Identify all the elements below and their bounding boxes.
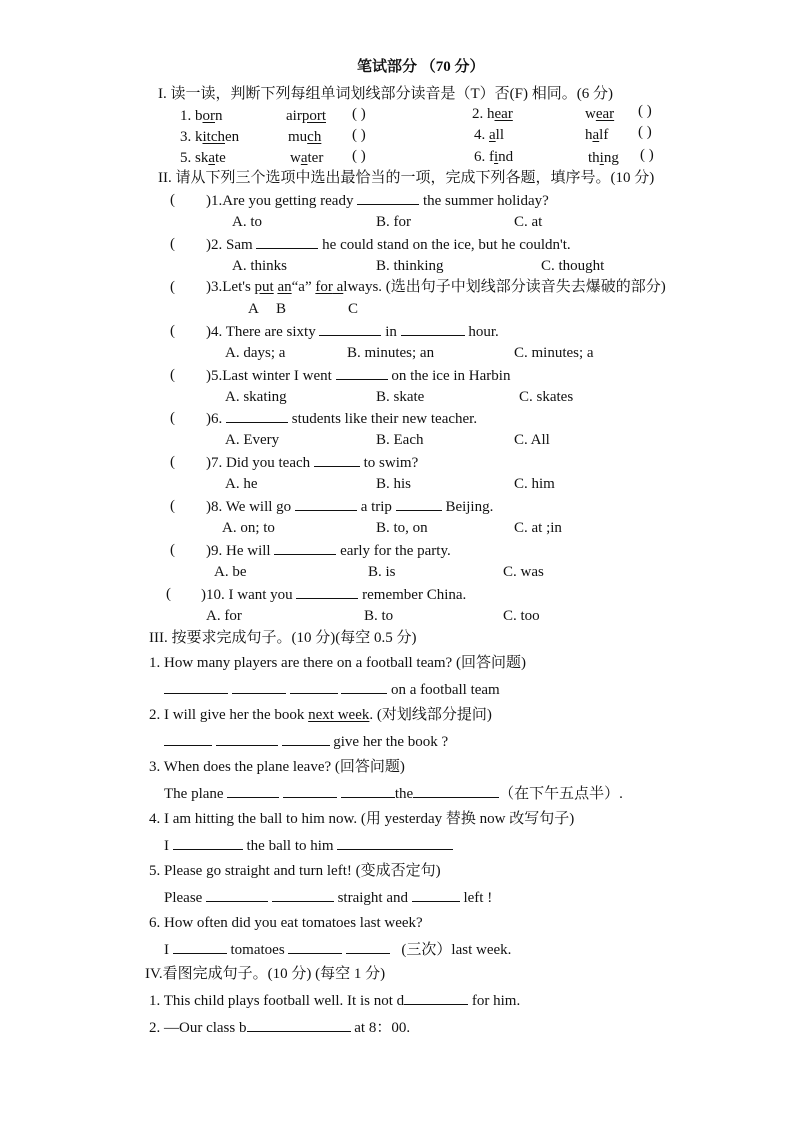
answer-line: give her the book ? — [164, 731, 448, 752]
option-b: B. to — [364, 608, 394, 624]
option-c: C. too — [503, 608, 540, 624]
question-prompt: 6. How often did you eat tomatoes last week? — [149, 915, 423, 931]
option-a: A. for — [206, 608, 242, 624]
section-4-heading: IV.看图完成句子。(10 分) (每空 1 分) — [145, 966, 386, 982]
list-item: 4. all — [474, 127, 505, 143]
list-item: 6. find — [474, 149, 514, 165]
blank[interactable] — [173, 939, 227, 954]
blank[interactable] — [226, 408, 288, 423]
option-b: B — [276, 301, 287, 317]
list-item: water — [290, 150, 324, 166]
answer-paren-open[interactable]: ( — [170, 542, 175, 558]
question-prompt: 3. When does the plane leave? (回答问题) — [149, 759, 405, 775]
option-b: B. is — [368, 564, 396, 580]
list-item: airport — [286, 108, 326, 124]
option-c: C. thought — [541, 258, 605, 274]
blank[interactable] — [357, 190, 419, 205]
option-c: C — [348, 301, 359, 317]
question-prompt: 2. I will give her the book next week. (对划线部分提问) — [149, 707, 492, 723]
option-c: C. skates — [519, 389, 574, 405]
option-b: B. his — [376, 476, 412, 492]
answer-line: I tomatoes (三次）last week. — [164, 939, 511, 960]
option-a: A. be — [214, 564, 247, 580]
list-item: thing — [588, 150, 619, 166]
section-3-heading: III. 按要求完成句子。(10 分)(每空 0.5 分) — [149, 630, 417, 646]
blank[interactable] — [404, 990, 468, 1005]
question-9: )9. He will early for the party. — [206, 540, 451, 561]
blank[interactable] — [319, 321, 381, 336]
question-prompt: 5. Please go straight and turn left! (变成否定句) — [149, 863, 441, 879]
answer-line: Please straight and left ! — [164, 887, 492, 908]
list-item: 2. hear — [472, 106, 513, 122]
blank[interactable] — [282, 731, 330, 746]
blank[interactable] — [401, 321, 465, 336]
question-6: )6. students like their new teacher. — [206, 408, 477, 429]
question-3: )3.Let's put an“a” for always. (选出句子中划线部分读音失去爆破的部分) — [206, 279, 666, 295]
answer-paren-open[interactable]: ( — [170, 498, 175, 514]
option-c: C. at ;in — [514, 520, 562, 536]
list-item: 3. kitchen — [180, 129, 240, 145]
question-1: 1. This child plays football well. It is not d for him. — [149, 990, 520, 1011]
answer-paren[interactable]: ( ) — [640, 147, 654, 163]
blank[interactable] — [296, 584, 358, 599]
option-c: C. him — [514, 476, 555, 492]
blank[interactable] — [227, 783, 279, 798]
answer-paren-open[interactable]: ( — [170, 236, 175, 252]
page-title: 笔试部分 （70 分） — [357, 59, 485, 75]
answer-paren[interactable]: ( ) — [638, 124, 652, 140]
option-c: C. at — [514, 214, 543, 230]
list-item: wear — [585, 106, 615, 122]
option-b: B. Each — [376, 432, 424, 448]
blank[interactable] — [290, 679, 338, 694]
blank[interactable] — [314, 452, 360, 467]
option-a: A — [248, 301, 259, 317]
answer-line: on a football team — [164, 679, 500, 700]
list-item: much — [288, 129, 322, 145]
answer-line: I the ball to him — [164, 835, 453, 856]
option-b: B. skate — [376, 389, 425, 405]
blank[interactable] — [164, 679, 228, 694]
blank[interactable] — [288, 939, 342, 954]
option-b: B. for — [376, 214, 411, 230]
blank[interactable] — [336, 365, 388, 380]
answer-paren[interactable]: ( ) — [638, 103, 652, 119]
question-7: )7. Did you teach to swim? — [206, 452, 418, 473]
list-item: 5. skate — [180, 150, 226, 166]
blank[interactable] — [216, 731, 278, 746]
option-b: B. thinking — [376, 258, 444, 274]
answer-paren[interactable]: ( ) — [352, 106, 366, 122]
question-prompt: 1. How many players are there on a football team? (回答问题) — [149, 655, 526, 671]
blank[interactable] — [412, 887, 460, 902]
blank[interactable] — [346, 939, 390, 954]
blank[interactable] — [247, 1017, 351, 1032]
question-1: )1.Are you getting ready the summer holiday? — [206, 190, 549, 211]
answer-paren-open[interactable]: ( — [170, 192, 175, 208]
option-b: B. to, on — [376, 520, 428, 536]
blank[interactable] — [283, 783, 337, 798]
answer-paren-open[interactable]: ( — [170, 410, 175, 426]
question-prompt: 4. I am hitting the ball to him now. (用 yesterday 替换 now 改写句子) — [149, 811, 575, 827]
list-item: 1. born — [180, 108, 223, 124]
blank[interactable] — [164, 731, 212, 746]
section-2-heading: II. 请从下列三个选项中选出最恰当的一项，完成下列各题，填序号。(10 分) — [158, 170, 655, 186]
blank[interactable] — [396, 496, 442, 511]
blank[interactable] — [337, 835, 453, 850]
answer-line: The plane the （在下午五点半）. — [164, 783, 623, 804]
question-5: )5.Last winter I went on the ice in Harbin — [206, 365, 510, 386]
question-4: )4. There are sixty in hour. — [206, 321, 499, 342]
section-1-heading: I. 读一读，判断下列每组单词划线部分读音是（T）否(F) 相同。(6 分) — [158, 86, 613, 102]
option-a: A. Every — [225, 432, 280, 448]
answer-paren-open[interactable]: ( — [166, 586, 171, 602]
option-a: A. days; a — [225, 345, 286, 361]
blank[interactable] — [341, 783, 395, 798]
question-2: )2. Sam he could stand on the ice, but he couldn't. — [206, 234, 571, 255]
question-2: 2. —Our class b at 8：00. — [149, 1017, 410, 1038]
blank[interactable] — [341, 679, 387, 694]
option-c: C. was — [503, 564, 544, 580]
blank[interactable] — [413, 783, 499, 798]
option-a: A. skating — [225, 389, 287, 405]
answer-paren-open[interactable]: ( — [170, 367, 175, 383]
option-b: B. minutes; an — [347, 345, 435, 361]
answer-paren-open[interactable]: ( — [170, 323, 175, 339]
blank[interactable] — [232, 679, 286, 694]
blank[interactable] — [206, 887, 268, 902]
question-8: )8. We will go a trip Beijing. — [206, 496, 493, 517]
list-item: half — [585, 127, 609, 143]
option-c: C. All — [514, 432, 550, 448]
answer-paren-open[interactable]: ( — [170, 454, 175, 470]
question-10: )10. I want you remember China. — [201, 584, 466, 605]
answer-paren[interactable]: ( ) — [352, 148, 366, 164]
blank[interactable] — [295, 496, 357, 511]
blank[interactable] — [173, 835, 243, 850]
option-c: C. minutes; a — [514, 345, 594, 361]
blank[interactable] — [274, 540, 336, 555]
option-a: A. he — [225, 476, 258, 492]
option-a: A. thinks — [232, 258, 288, 274]
blank[interactable] — [256, 234, 318, 249]
answer-paren[interactable]: ( ) — [352, 127, 366, 143]
blank[interactable] — [272, 887, 334, 902]
option-a: A. to — [232, 214, 262, 230]
option-a: A. on; to — [222, 520, 275, 536]
answer-paren-open[interactable]: ( — [170, 279, 175, 295]
